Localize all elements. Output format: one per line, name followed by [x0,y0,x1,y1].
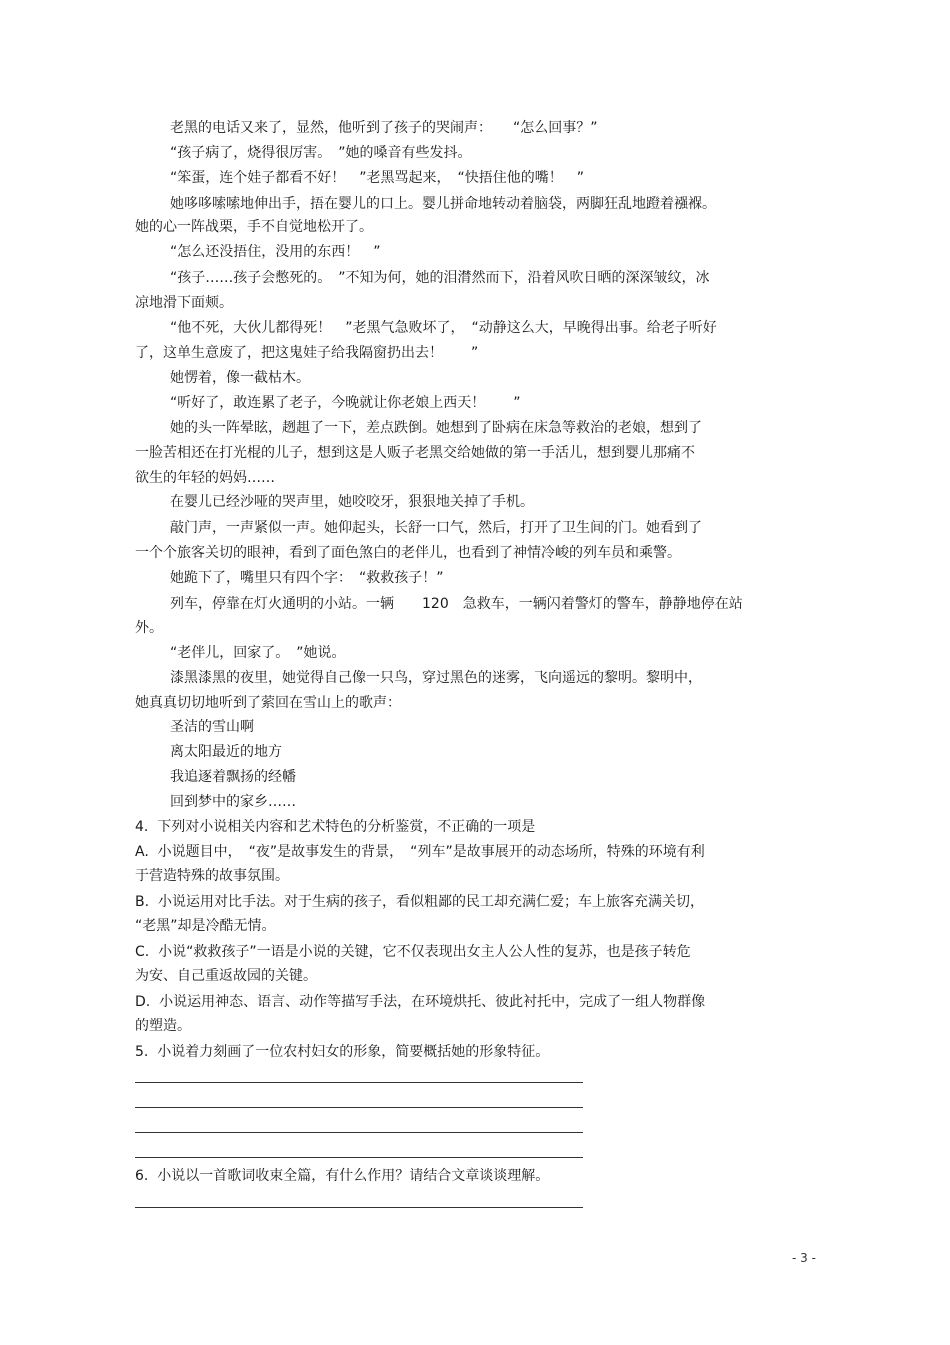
question-4-option-a: A. 小说题目中， “夜”是故事发生的背景， “列车”是故事展开的动态场所，特殊的环境有利 [135,844,705,860]
answer-line [135,1082,583,1083]
answer-line [135,1107,583,1108]
question-4-option-c-cont: 为安、自己重返故园的关键。 [135,968,317,984]
question-4-option-b: B. 小说运用对比手法。对于生病的孩子，看似粗鄙的民工却充满仁爱；车上旅客充满关切， [135,894,704,910]
question-6-stem: 6. 小说以一首歌词收束全篇，有什么作用？请结合文章谈谈理解。 [135,1168,550,1184]
paragraph-line: 外。 [135,620,163,636]
paragraph-line: 她的头一阵晕眩，趔趄了一下，差点跌倒。她想到了卧病在床急等救治的老娘，想到了 [170,420,702,436]
paragraph-line: 在婴儿已经沙哑的哭声里，她咬咬牙，狠狠地关掉了手机。 [170,494,534,510]
paragraph-line: 了，这单生意废了，把这鬼娃子给我隔窗扔出去！ ” [135,345,479,361]
question-4-option-a-cont: 于营造特殊的故事氛围。 [135,868,289,884]
paragraph-line: “老伴儿，回家了。 ”她说。 [170,645,346,661]
song-line: 回到梦中的家乡…… [170,794,296,810]
answer-line [135,1157,583,1158]
paragraph-line: 列车，停靠在灯火通明的小站。一辆 120 急救车，一辆闪着警灯的警车，静静地停在站 [170,596,743,612]
paragraph-line: “孩子病了，烧得很厉害。 ”她的嗓音有些发抖。 [170,145,472,161]
question-5-stem: 5. 小说着力刻画了一位农村妇女的形象，简要概括她的形象特征。 [135,1044,550,1060]
song-line: 我追逐着飘扬的经幡 [170,769,296,785]
paragraph-line: 她哆哆嗦嗦地伸出手，捂在婴儿的口上。婴儿拼命地转动着脑袋，两脚狂乱地蹬着襁褓。 [170,196,716,212]
paragraph-line: 一个个旅客关切的眼神，看到了面色煞白的老伴儿，也看到了神情冷峻的列车员和乘警。 [135,545,681,561]
answer-line [135,1132,583,1133]
paragraph-line: 她的心一阵战栗，手不自觉地松开了。 [135,219,373,235]
paragraph-line: 欲生的年轻的妈妈…… [135,470,275,486]
question-4-option-d-cont: 的塑造。 [135,1018,191,1034]
page-number: - 3 - [792,1251,816,1265]
paragraph-line: “听好了，敢连累了老子，今晚就让你老娘上西天！ ” [170,395,521,411]
paragraph-line: “孩子……孩子会憋死的。 ”不知为何，她的泪潸然而下，沿着风吹日晒的深深皱纹，冰 [170,270,710,286]
question-4-option-b-cont: “老黑”却是冷酷无情。 [135,918,276,934]
question-4-option-d: D. 小说运用神态、语言、动作等描写手法，在环境烘托、彼此衬托中，完成了一组人物群像 [135,994,706,1010]
question-4-option-c: C. 小说“救救孩子”一语是小说的关键，它不仅表现出女主人公人性的复苏，也是孩子转危 [135,944,691,960]
paragraph-line: “怎么还没捂住，没用的东西！ ” [170,244,381,260]
paragraph-line: 凉地滑下面颊。 [135,295,233,311]
paragraph-line: 她真真切切地听到了萦回在雪山上的歌声： [135,695,401,711]
paragraph-line: 她跪下了，嘴里只有四个字： “救救孩子！” [170,570,444,586]
paragraph-line: 她愣着，像一截枯木。 [170,370,310,386]
paragraph-line: 漆黑漆黑的夜里，她觉得自己像一只鸟，穿过黑色的迷雾，飞向遥远的黎明。黎明中， [170,670,702,686]
paragraph-line: 老黑的电话又来了，显然，他听到了孩子的哭闹声： “怎么回事？” [170,120,598,136]
song-line: 离太阳最近的地方 [170,744,282,760]
paragraph-line: 敲门声，一声紧似一声。她仰起头，长舒一口气，然后，打开了卫生间的门。她看到了 [170,520,702,536]
question-4-stem: 4. 下列对小说相关内容和艺术特色的分析鉴赏，不正确的一项是 [135,819,536,835]
paragraph-line: “笨蛋，连个娃子都看不好！ ”老黑骂起来， “快捂住他的嘴！ ” [170,170,585,186]
song-line: 圣洁的雪山啊 [170,719,254,735]
paragraph-line: “他不死，大伙儿都得死！ ”老黑气急败坏了， “动静这么大，早晚得出事。给老子听好 [170,320,717,336]
answer-line [135,1207,583,1208]
paragraph-line: 一脸苦相还在打光棍的儿子，想到这是人贩子老黑交给她做的第一手活儿，想到婴儿那痛不 [135,445,695,461]
